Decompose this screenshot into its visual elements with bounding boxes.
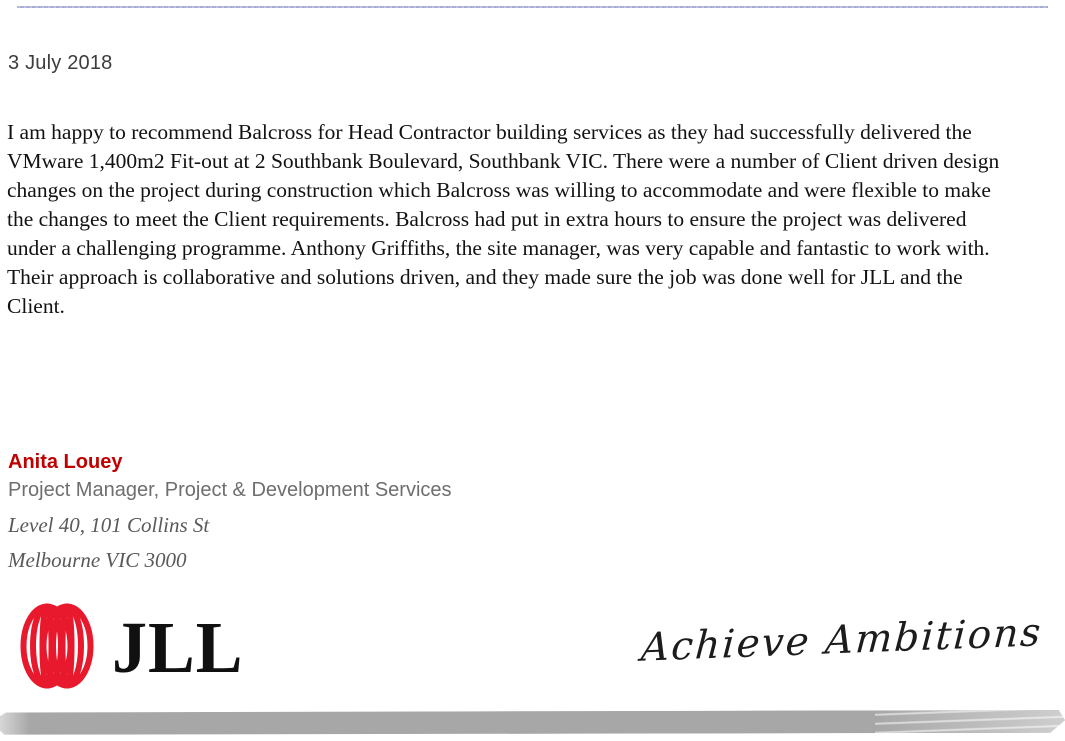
brand-tagline: Achieve Ambitions bbox=[640, 610, 1045, 671]
jll-logo bbox=[20, 603, 243, 694]
signature-job-title: Project Manager, Project & Development Services bbox=[8, 479, 452, 501]
letter-body-paragraph: I am happy to recommend Balcross for Head Contractor building services as they had successfully delivered the VMware 1,400m2 Fit-out at 2 Southbank Boulevard, Southbank VIC. There were a number of Client driven design changes on the project during construction which Balcross was willing to accommodate and were flexible to make the changes to meet the Client requirements. Balcross had put in extra hours to ensure the project was delivered under a challenging programme. Anthony Griffiths, the site manager, was very capable and fantastic to work with. Their approach is collaborative and solutions driven, and they made sure the job was done well for JLL and the Client. bbox=[7, 120, 1000, 318]
signature-address-line2: Melbourne VIC 3000 bbox=[8, 548, 187, 572]
top-rule-divider bbox=[17, 6, 1048, 8]
jll-globe-icon bbox=[20, 603, 94, 694]
letter-date: 3 July 2018 bbox=[8, 52, 113, 74]
signature-name: Anita Louey bbox=[8, 451, 123, 473]
bottom-brushstroke-bar bbox=[0, 710, 1065, 735]
jll-logo-text: JLL bbox=[112, 607, 244, 689]
signature-address-line1: Level 40, 101 Collins St bbox=[8, 513, 210, 537]
